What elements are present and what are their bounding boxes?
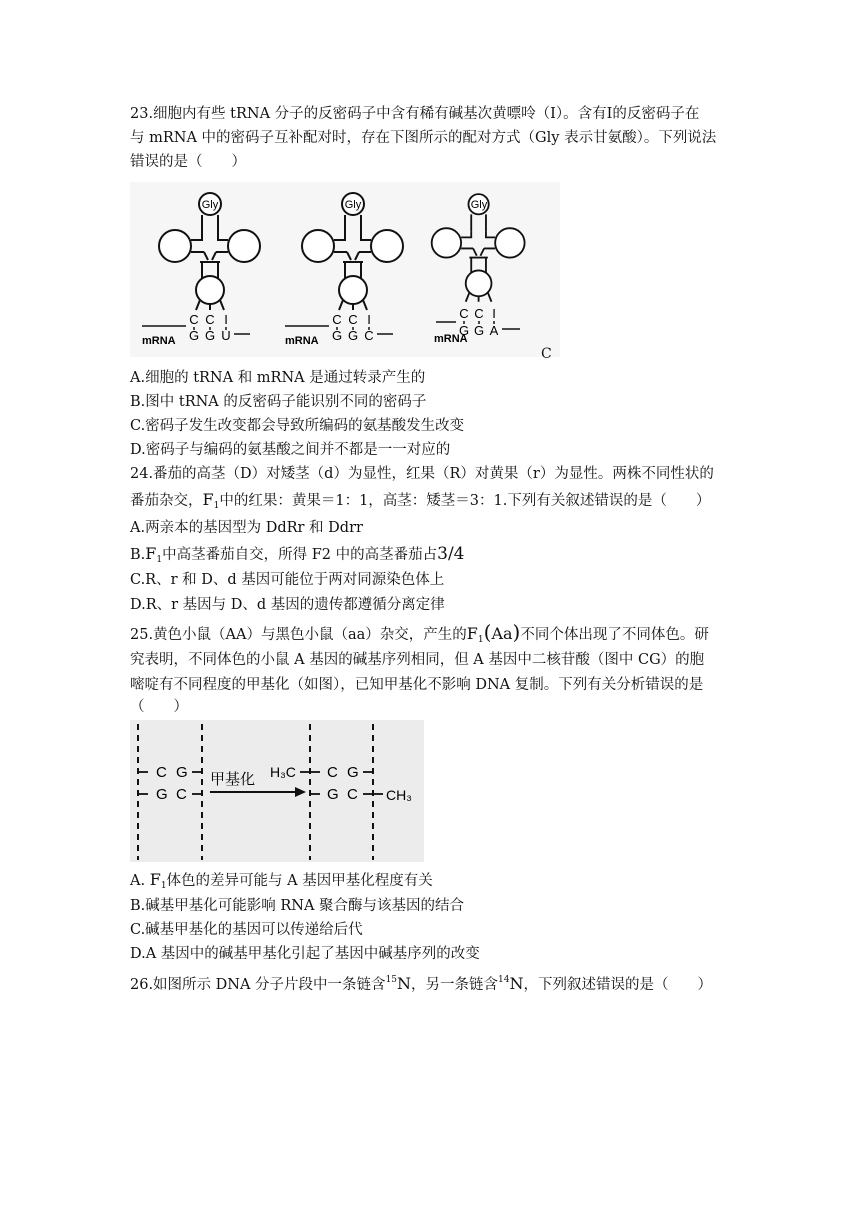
right-pair2-base1: G (327, 786, 339, 803)
f1-symbol: $F_1$ (466, 624, 484, 645)
left-pair2-base2: C (176, 786, 187, 803)
q23-stem-line1: 23.细胞内有些 tRNA 分子的反密码子中含有稀有碱基次黄嘌呤（Ⅰ）。含有Ⅰ的反密码子在 (130, 106, 700, 122)
q24-stem2-part-a: 番茄杂交， (130, 493, 203, 509)
mrna-label-3: mRNA (434, 333, 468, 345)
f1-symbol: $F_1$ (202, 490, 220, 511)
q23-option-c: C.密码子发生改变都会导致所编码的氨基酸发生改变 (130, 418, 465, 434)
q25-option-b: B.碱基甲基化可能影响 RNA 聚合酶与该基因的结合 (130, 898, 465, 914)
q24-stem-line1: 24.番茄的高茎（D）对矮茎（d）为显性，红果（R）对黄果（r）为显性。两株不同性状的 (130, 466, 714, 482)
gly-label-3: Gly (470, 199, 488, 211)
q25-stem-line3: 嘧啶有不同程度的甲基化（如图），已知甲基化不影响 DNA 复制。下列有关分析错误的是 (130, 677, 704, 693)
genotype-aa: (Aa) (483, 620, 521, 644)
mrna-label-1: mRNA (142, 335, 176, 347)
gly-label-1: Gly (201, 199, 219, 211)
q25-stem-line4: （ ） (130, 699, 188, 715)
anticodon-1-3: I (224, 312, 228, 327)
right-pair1-base2: G (347, 764, 359, 781)
anticodon-1-1: C (189, 312, 199, 327)
gly-label-2: Gly (344, 199, 362, 211)
q23-option-a: A.细胞的 tRNA 和 mRNA 是通过转录产生的 (130, 370, 426, 386)
f1-symbol: $F_1$ (145, 544, 163, 565)
q23-option-d: D.密码子与编码的氨基酸之间并不都是一一对应的 (130, 442, 451, 458)
codon-1-1: G (188, 328, 200, 343)
anticodon-2-3: I (367, 312, 371, 327)
fraction-three-quarters: 3/4 (437, 544, 465, 564)
q24-option-b: $B.F_1$中高茎番茄自交，所得 F2 中的高茎番茄占3/4 (130, 544, 465, 565)
q25-stem-line1: 25.黄色小鼠（AA）与黑色小鼠（aa）杂交，产生的$F_1(Aa)$不同个体出现了不同体色。研 (130, 620, 709, 645)
anticodon-1-2: C (205, 312, 215, 327)
q23-stem-line2: 与 mRNA 中的密码子互补配对时，存在下图所示的配对方式（Gly 表示甘氨酸）。下列说法 (130, 130, 717, 146)
codon-3-2: G (473, 323, 485, 338)
codon-3-3: A (489, 323, 499, 338)
q25-option-d: D.A 基因中的碱基甲基化引起了基因中碱基序列的改变 (130, 946, 480, 962)
q24-option-d: D.R、r 基因与 D、d 基因的遗传都遵循分离定律 (130, 597, 445, 613)
q25-stem-line2: 究表明，不同体色的小鼠 A 基因的碱基序列相同，但 A 基因中二核苷酸（图中 CG）的胞 (130, 652, 705, 668)
codon-2-2: G (347, 328, 359, 343)
codon-1-2: G (204, 328, 216, 343)
anticodon-3-2: C (474, 306, 484, 321)
right-pair2-base2: C (347, 786, 358, 803)
q24-option-c: C.R、r 和 D、d 基因可能位于两对同源染色体上 (130, 572, 445, 588)
codon-3-1: G (458, 323, 470, 338)
q23-option-b: B.图中 tRNA 的反密码子能识别不同的密码子 (130, 394, 427, 410)
answer-mark: C (541, 346, 552, 362)
f1-symbol: $F_1$ (149, 870, 167, 891)
q26-stem: 26.如图所示 DNA 分子片段中一条链含$^{15}$N，另一条链含$^{14}$N，下列叙述错误的是（ ） (130, 974, 712, 993)
anticodon-2-1: C (332, 312, 342, 327)
trna-pairing-figure (130, 182, 570, 362)
codon-2-1: G (331, 328, 343, 343)
q25-option-c: C.碱基甲基化的基因可以传递给后代 (130, 922, 363, 938)
methyl-h3c: H₃C (270, 764, 296, 780)
left-pair1-base1: C (156, 764, 167, 781)
q24-option-a: A.两亲本的基因型为 DdRr 和 Ddrr (130, 520, 363, 536)
anticodon-2-2: C (348, 312, 358, 327)
codon-2-3: C (364, 328, 374, 343)
codon-1-3: U (221, 328, 231, 343)
methylation-arrow-label: 甲基化 (210, 770, 256, 788)
anticodon-3-3: I (492, 306, 496, 321)
q23-stem-line3: 错误的是（ ） (130, 154, 246, 170)
anticodon-3-1: C (459, 306, 469, 321)
left-pair1-base2: G (176, 764, 188, 781)
q24-stem2-part-b: 中的红果：黄果＝1：1，高茎：矮茎＝3：1.下列有关叙述错误的是（ ） (219, 493, 711, 509)
q24-stem-line2 (130, 490, 740, 516)
left-pair2-base1: G (156, 786, 168, 803)
q25-option-a: A. $F_1$体色的差异可能与 A 基因甲基化程度有关 (130, 870, 433, 891)
methylation-figure (130, 720, 424, 862)
methyl-ch3: CH₃ (386, 787, 412, 803)
mrna-label-2: mRNA (285, 335, 319, 347)
right-pair1-base1: C (327, 764, 338, 781)
